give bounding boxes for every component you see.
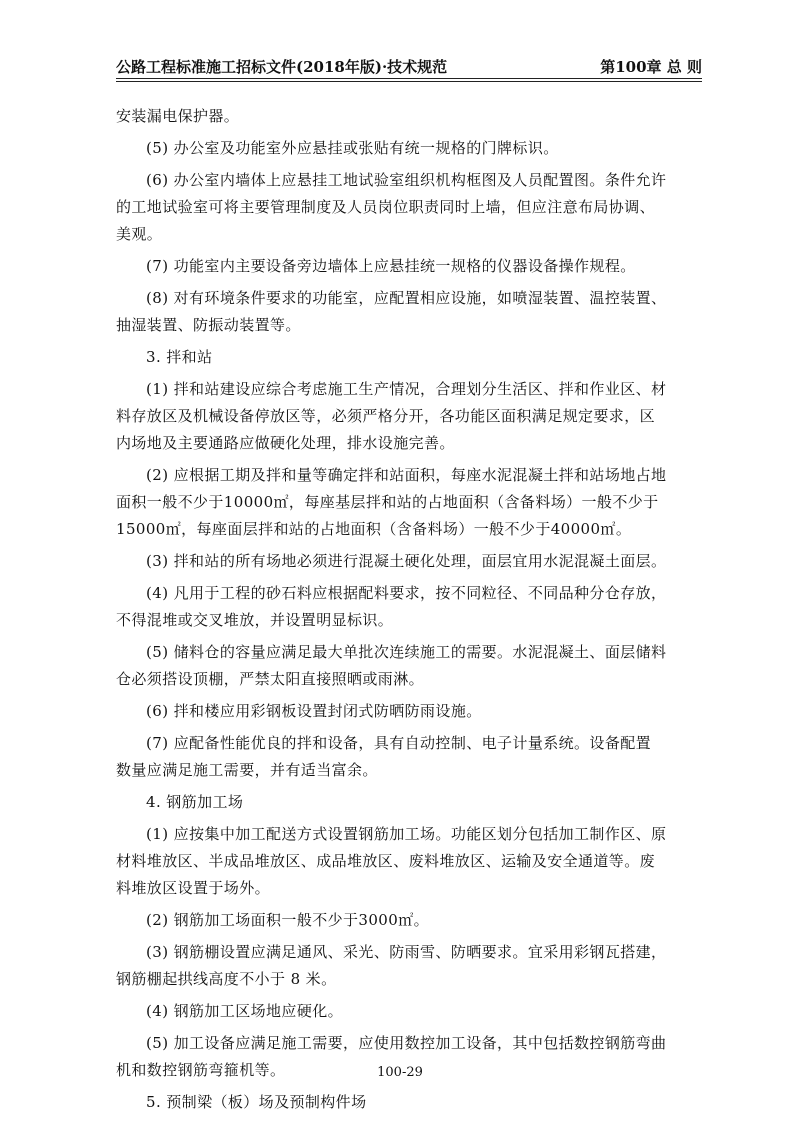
- text-line: 安装漏电保护器。: [116, 107, 240, 125]
- text-line: (5) 储料仓的容量应满足最大单批次连续施工的需要。水泥混凝土、面层储料: [146, 643, 667, 661]
- header-divider-secondary: [116, 81, 702, 82]
- text-line: 料存放区及机械设备停放区等，必须严格分开，各功能区面积满足规定要求，区: [116, 407, 656, 425]
- text-line: (6) 拌和楼应用彩钢板设置封闭式防晒防雨设施。: [146, 702, 482, 720]
- text-line: (8) 对有环境条件要求的功能室，应配置相应设施，如喷湿装置、温控装置、: [146, 289, 667, 307]
- text-line: (3) 钢筋棚设置应满足通风、采光、防雨雪、防晒要求。宜采用彩钢瓦搭建，: [146, 943, 667, 961]
- text-line: (3) 拌和站的所有场地必须进行混凝土硬化处理，面层宜用水泥混凝土面层。: [146, 552, 667, 570]
- text-line: 机和数控钢筋弯箍机等。: [116, 1061, 286, 1079]
- text-line: (1) 应按集中加工配送方式设置钢筋加工场。功能区划分包括加工制作区、原: [146, 825, 667, 843]
- body-text: [116, 103, 702, 1116]
- text-line: 4. 钢筋加工场: [146, 793, 244, 811]
- chapter-title: 第100章 总 则: [600, 58, 702, 76]
- text-line: (5) 办公室及功能室外应悬挂或张贴有统一规格的门牌标识。: [146, 139, 559, 157]
- text-line: (6) 办公室内墙体上应悬挂工地试验室组织机构框图及人员配置图。条件允许: [146, 171, 667, 189]
- text-line: (1) 拌和站建设应综合考虑施工生产情况，合理划分生活区、拌和作业区、材: [146, 380, 667, 398]
- text-line: 内场地及主要通路应做硬化处理，排水设施完善。: [116, 434, 455, 452]
- text-line: 美观。: [116, 225, 163, 243]
- text-line: 数量应满足施工需要，并有适当富余。: [116, 761, 378, 779]
- text-line: (4) 钢筋加工区场地应硬化。: [146, 1002, 344, 1020]
- text-line: 材料堆放区、半成品堆放区、成品堆放区、废料堆放区、运输及安全通道等。废: [116, 852, 656, 870]
- text-line: 不得混堆或交叉堆放，并设置明显标识。: [116, 611, 394, 629]
- text-line: 面积一般不少于10000㎡，每座基层拌和站的占地面积（含备料场）一般不少于: [116, 493, 659, 511]
- text-line: (7) 功能室内主要设备旁边墙体上应悬挂统一规格的仪器设备操作规程。: [146, 257, 636, 275]
- header-divider: [116, 78, 702, 79]
- text-line: 15000㎡，每座面层拌和站的占地面积（含备料场）一般不少于40000㎡。: [116, 520, 632, 538]
- document-title: 公路工程标准施工招标文件(2018年版)·技术规范: [116, 58, 448, 76]
- text-line: 抽湿装置、防振动装置等。: [116, 316, 301, 334]
- page-number: 100-29: [377, 1065, 423, 1080]
- text-line: (5) 加工设备应满足施工需要，应使用数控加工设备，其中包括数控钢筋弯曲: [146, 1034, 667, 1052]
- text-line: (2) 钢筋加工场面积一般不少于3000㎡。: [146, 911, 429, 929]
- text-line: 的工地试验室可将主要管理制度及人员岗位职责同时上墙，但应注意布局协调、: [116, 198, 656, 216]
- text-line: (7) 应配备性能优良的拌和设备，具有自动控制、电子计量系统。设备配置: [146, 734, 652, 752]
- text-line: (4) 凡用于工程的砂石料应根据配料要求，按不同粒径、不同品种分仓存放，: [146, 584, 667, 602]
- text-line: 3. 拌和站: [146, 348, 213, 366]
- page-header: [116, 50, 702, 80]
- text-line: (2) 应根据工期及拌和量等确定拌和站面积，每座水泥混凝土拌和站场地占地: [146, 466, 667, 484]
- text-line: 5. 预制梁（板）场及预制构件场: [146, 1093, 367, 1111]
- text-line: 钢筋棚起拱线高度不小于 8 米。: [116, 970, 337, 988]
- text-line: 料堆放区设置于场外。: [116, 879, 271, 897]
- text-line: 仓必须搭设顶棚，严禁太阳直接照晒或雨淋。: [116, 670, 425, 688]
